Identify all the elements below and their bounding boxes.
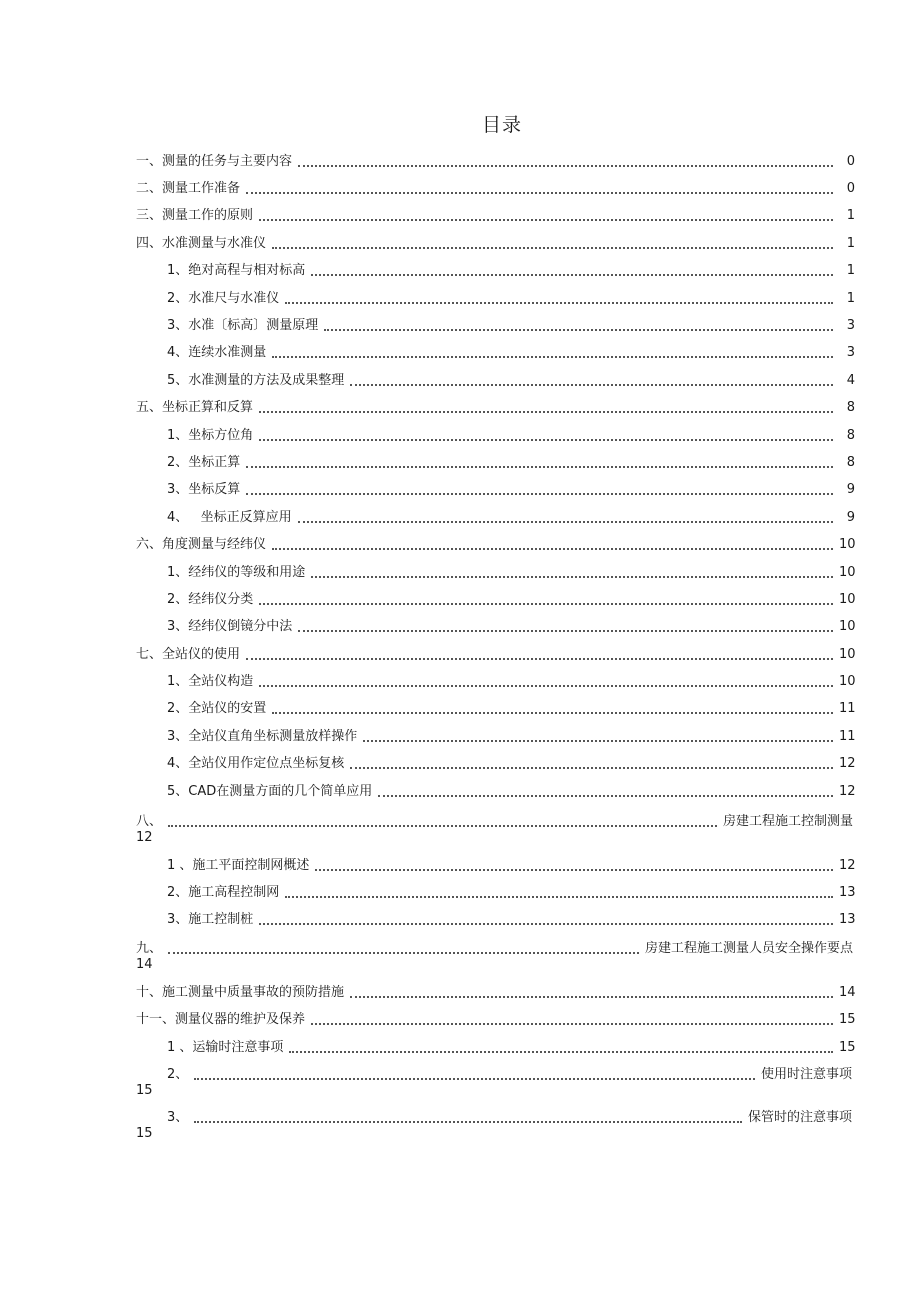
toc-subentry[interactable] [167,341,855,361]
dot-leader [246,488,833,495]
toc-entry-label: 3、施工控制桩 [167,912,254,927]
toc-entry-title: 使用时注意事项 [760,1067,852,1082]
dot-leader [289,1046,833,1053]
toc-entry-label: 3、 [167,1110,189,1125]
dot-leader [246,461,833,468]
dot-leader [272,707,833,714]
toc-entry-label: 2、坐标正算 [167,455,241,470]
toc-subentry[interactable] [167,881,855,901]
toc-entry-label: 六、角度测量与经纬仪 [136,537,267,552]
toc-subentry[interactable] [167,588,855,608]
toc-entry-label: 2、经纬仪分类 [167,592,254,607]
toc-entry-page: 14 [839,985,856,1000]
toc-entry-page: 10 [839,674,856,689]
dot-leader [259,434,833,441]
toc-subentry[interactable] [167,506,855,526]
toc-entry-page: 12 [839,784,856,799]
toc-entry-page: 15 [839,1012,856,1027]
toc-entry-label: 5、水准测量的方法及成果整理 [167,373,345,388]
toc-entry[interactable] [136,396,855,416]
dot-leader [259,918,833,925]
toc-entry-label: 4、全站仪用作定位点坐标复核 [167,756,345,771]
toc-subentry[interactable] [167,259,855,279]
dot-leader [272,543,833,550]
toc-subentry[interactable] [167,287,855,307]
dot-leader [259,598,833,605]
toc-entry-page: 1 [846,236,855,251]
dot-leader [168,820,717,827]
toc-entry-label: 2、全站仪的安置 [167,701,267,716]
toc-entry-label: 九、 [136,941,163,956]
toc-entry-page: 15 [136,1126,153,1141]
toc-entry[interactable] [136,981,855,1001]
toc-entry-label: 3、经纬仪倒镜分中法 [167,619,293,634]
toc-entry-page: 14 [136,957,153,972]
toc-entry-page: 10 [839,592,856,607]
toc-entry-page: 1 [846,291,855,306]
toc-entry-page: 9 [846,482,855,497]
dot-leader [259,214,833,221]
toc-entry-label: 十、施工测量中质量事故的预防措施 [136,985,345,1000]
page-title: 目录 [481,114,522,136]
dot-leader [311,571,833,578]
toc-entry-page: 15 [839,1040,856,1055]
toc-entry-label: 八、 [136,814,163,829]
toc-subentry[interactable] [167,1036,855,1056]
toc-entry-page: 10 [839,537,856,552]
dot-leader [259,680,833,687]
toc-entry-page: 1 [846,208,855,223]
toc-subentry[interactable] [167,561,855,581]
toc-entry-page: 1 [846,263,855,278]
toc-entry[interactable] [136,1008,855,1028]
toc-subentry[interactable] [167,1106,852,1126]
toc-subentry[interactable] [167,752,855,772]
toc-entry-label: 四、水准测量与水准仪 [136,236,267,251]
dot-leader [378,790,833,797]
toc-entry-page: 11 [839,701,856,716]
toc-entry-page: 3 [846,345,855,360]
toc-subentry[interactable] [167,478,855,498]
toc-subentry[interactable] [167,854,855,874]
dot-leader [363,735,833,742]
toc-entry-page: 0 [846,181,855,196]
dot-leader [285,297,833,304]
toc-subentry[interactable] [167,1063,852,1083]
dot-leader [285,891,833,898]
toc-subentry[interactable] [167,697,855,717]
toc-entry[interactable] [136,204,855,224]
dot-leader [315,864,833,871]
toc-entry-label: 5、CAD在测量方面的几个简单应用 [167,784,373,799]
toc-subentry[interactable] [167,908,855,928]
toc-entry-label: 十一、测量仪器的维护及保养 [136,1012,306,1027]
dot-leader [350,379,833,386]
dot-leader [324,324,833,331]
toc-entry[interactable] [136,937,853,957]
toc-entry-page: 11 [839,729,856,744]
toc-entry-page: 3 [846,318,855,333]
toc-entry-label: 2、水准尺与水准仪 [167,291,280,306]
toc-subentry[interactable] [167,424,855,444]
dot-leader [259,406,833,413]
toc-subentry[interactable] [167,615,855,635]
toc-entry-page: 12 [839,756,856,771]
toc-subentry[interactable] [167,314,855,334]
toc-entry-page: 10 [839,619,856,634]
toc-entry-label: 一、测量的任务与主要内容 [136,154,293,169]
toc-entry-page: 12 [136,830,153,845]
toc-entry-label: 1、全站仪构造 [167,674,254,689]
toc-entry-page: 15 [136,1083,153,1098]
toc-entry[interactable] [136,232,855,252]
toc-entry-label: 1 、施工平面控制网概述 [167,858,310,873]
toc-entry-page: 10 [839,647,856,662]
dot-leader [194,1073,755,1080]
toc-entry-label: 3、全站仪直角坐标测量放样操作 [167,729,358,744]
toc-subentry[interactable] [167,780,855,800]
dot-leader [298,625,833,632]
toc-subentry[interactable] [167,451,855,471]
toc-entry-label: 3、坐标反算 [167,482,241,497]
toc-entry-label: 1 、运输时注意事项 [167,1040,284,1055]
dot-leader [272,351,833,358]
toc-entry-page: 8 [846,455,855,470]
toc-subentry[interactable] [167,725,855,745]
toc-entry-label: 1、经纬仪的等级和用途 [167,565,306,580]
toc-entry-label: 二、测量工作准备 [136,181,241,196]
toc-entry-page: 10 [839,565,856,580]
dot-leader [194,1116,742,1123]
toc-entry-title: 房建工程施工控制测量 [722,814,853,829]
toc-entry-title: 房建工程施工测量人员安全操作要点 [644,941,853,956]
dot-leader [350,762,833,769]
toc-entry-page: 13 [839,885,856,900]
toc-entry[interactable] [136,643,855,663]
toc-entry-page: 13 [839,912,856,927]
toc-entry-label: 五、坐标正算和反算 [136,400,254,415]
dot-leader [311,1018,833,1025]
dot-leader [350,991,833,998]
toc-entry[interactable] [136,150,855,170]
toc-entry[interactable] [136,533,855,553]
toc-entry-page: 4 [846,373,855,388]
dot-leader [168,947,639,954]
dot-leader [272,242,833,249]
toc-entry-label: 3、水准〔标高〕测量原理 [167,318,319,333]
dot-leader [298,160,833,167]
toc-subentry[interactable] [167,670,855,690]
toc-entry-label: 2、施工高程控制网 [167,885,280,900]
toc-entry-label: 2、 [167,1067,189,1082]
dot-leader [246,653,833,660]
toc-entry-page: 9 [846,510,855,525]
toc-entry[interactable] [136,810,853,830]
toc-entry-page: 8 [846,400,855,415]
toc-entry-page: 0 [846,154,855,169]
toc-subentry[interactable] [167,369,855,389]
toc-entry-label: 1、坐标方位角 [167,428,254,443]
toc-entry-page: 12 [839,858,856,873]
dot-leader [246,187,833,194]
toc-entry-label: 七、全站仪的使用 [136,647,241,662]
toc-entry-label: 4、 坐标正反算应用 [167,510,292,525]
toc-entry-label: 1、绝对高程与相对标高 [167,263,306,278]
toc-entry-label: 三、测量工作的原则 [136,208,254,223]
toc-entry-label: 4、连续水准测量 [167,345,267,360]
toc-entry-page: 8 [846,428,855,443]
dot-leader [311,269,833,276]
toc-entry[interactable] [136,177,855,197]
toc-entry-title: 保管时的注意事项 [747,1110,852,1125]
dot-leader [298,516,833,523]
